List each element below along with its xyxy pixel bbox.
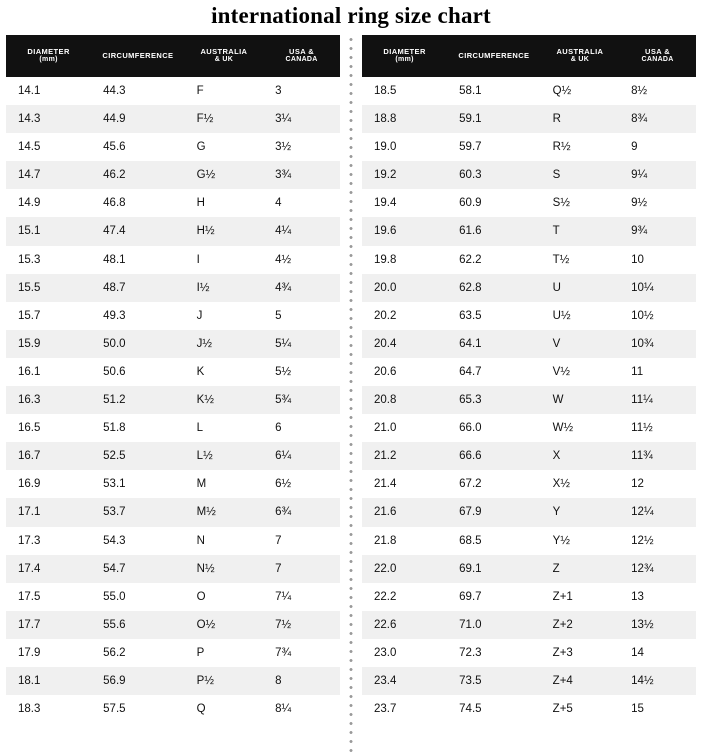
cell-australia-uk: M bbox=[185, 470, 263, 498]
header-row bbox=[362, 35, 696, 77]
cell-circumference: 62.8 bbox=[447, 274, 541, 302]
cell-diameter: 14.7 bbox=[6, 161, 91, 189]
cell-usa-canada: 6¼ bbox=[263, 442, 340, 470]
cell-usa-canada: 7½ bbox=[263, 611, 340, 639]
cell-diameter: 15.5 bbox=[6, 274, 91, 302]
cell-circumference: 62.2 bbox=[447, 246, 541, 274]
cell-diameter: 17.5 bbox=[6, 583, 91, 611]
cell-usa-canada: 12¾ bbox=[619, 555, 696, 583]
table-row bbox=[6, 639, 340, 667]
cell-diameter: 14.9 bbox=[6, 189, 91, 217]
table-row bbox=[6, 189, 340, 217]
table-row bbox=[6, 330, 340, 358]
cell-usa-canada: 10 bbox=[619, 246, 696, 274]
cell-usa-canada: 12½ bbox=[619, 527, 696, 555]
table-row bbox=[6, 217, 340, 245]
cell-diameter: 15.7 bbox=[6, 302, 91, 330]
table-row bbox=[6, 105, 340, 133]
table-row bbox=[6, 133, 340, 161]
left-size-table bbox=[6, 35, 340, 723]
cell-usa-canada: 12 bbox=[619, 470, 696, 498]
column-header-usa-canada bbox=[263, 35, 340, 77]
cell-australia-uk: G½ bbox=[185, 161, 263, 189]
column-header-australia-uk-line2: & UK bbox=[570, 56, 590, 64]
column-header-circumference-label: CIRCUMFERENCE bbox=[458, 51, 530, 61]
cell-circumference: 59.7 bbox=[447, 133, 541, 161]
table-row bbox=[6, 498, 340, 526]
cell-australia-uk: I½ bbox=[185, 274, 263, 302]
cell-circumference: 67.2 bbox=[447, 470, 541, 498]
column-header-australia-uk-line1: AUSTRALIA bbox=[556, 46, 604, 56]
table-row bbox=[362, 77, 696, 105]
cell-diameter: 20.4 bbox=[362, 330, 447, 358]
cell-australia-uk: X½ bbox=[541, 470, 619, 498]
cell-diameter: 20.8 bbox=[362, 386, 447, 414]
table-row bbox=[6, 302, 340, 330]
cell-usa-canada: 4¼ bbox=[263, 217, 340, 245]
cell-usa-canada: 5 bbox=[263, 302, 340, 330]
column-header-diameter bbox=[362, 35, 447, 77]
cell-diameter: 18.5 bbox=[362, 77, 447, 105]
cell-circumference: 53.7 bbox=[91, 498, 185, 526]
cell-diameter: 16.3 bbox=[6, 386, 91, 414]
cell-australia-uk: X bbox=[541, 442, 619, 470]
cell-australia-uk: G bbox=[185, 133, 263, 161]
cell-circumference: 68.5 bbox=[447, 527, 541, 555]
table-row bbox=[362, 583, 696, 611]
cell-usa-canada: 8¼ bbox=[263, 695, 340, 723]
cell-circumference: 61.6 bbox=[447, 217, 541, 245]
table-row bbox=[362, 695, 696, 723]
cell-diameter: 14.3 bbox=[6, 105, 91, 133]
left-table-body bbox=[6, 77, 340, 723]
cell-australia-uk: N bbox=[185, 527, 263, 555]
cell-australia-uk: Z+1 bbox=[541, 583, 619, 611]
cell-diameter: 18.1 bbox=[6, 667, 91, 695]
cell-australia-uk: J½ bbox=[185, 330, 263, 358]
cell-usa-canada: 5½ bbox=[263, 358, 340, 386]
column-header-circumference bbox=[447, 35, 541, 77]
table-row bbox=[362, 470, 696, 498]
cell-australia-uk: U½ bbox=[541, 302, 619, 330]
cell-diameter: 14.5 bbox=[6, 133, 91, 161]
cell-circumference: 47.4 bbox=[91, 217, 185, 245]
cell-circumference: 53.1 bbox=[91, 470, 185, 498]
cell-usa-canada: 10¾ bbox=[619, 330, 696, 358]
cell-diameter: 19.2 bbox=[362, 161, 447, 189]
table-row bbox=[6, 527, 340, 555]
table-row bbox=[362, 358, 696, 386]
cell-diameter: 22.6 bbox=[362, 611, 447, 639]
cell-circumference: 72.3 bbox=[447, 639, 541, 667]
cell-circumference: 55.0 bbox=[91, 583, 185, 611]
table-row bbox=[6, 583, 340, 611]
cell-diameter: 21.2 bbox=[362, 442, 447, 470]
cell-usa-canada: 11 bbox=[619, 358, 696, 386]
cell-australia-uk: F½ bbox=[185, 105, 263, 133]
cell-circumference: 44.3 bbox=[91, 77, 185, 105]
column-header-circumference-label: CIRCUMFERENCE bbox=[102, 51, 174, 61]
cell-australia-uk: L bbox=[185, 414, 263, 442]
page-title: international ring size chart bbox=[211, 3, 491, 28]
cell-circumference: 59.1 bbox=[447, 105, 541, 133]
table-row bbox=[362, 330, 696, 358]
cell-circumference: 46.2 bbox=[91, 161, 185, 189]
column-header-diameter-label: DIAMETER bbox=[27, 46, 70, 56]
table-row bbox=[362, 386, 696, 414]
cell-australia-uk: Z+3 bbox=[541, 639, 619, 667]
cell-circumference: 46.8 bbox=[91, 189, 185, 217]
left-table-header bbox=[6, 35, 340, 77]
cell-australia-uk: V½ bbox=[541, 358, 619, 386]
cell-usa-canada: 15 bbox=[619, 695, 696, 723]
column-header-circumference bbox=[91, 35, 185, 77]
cell-usa-canada: 7 bbox=[263, 527, 340, 555]
cell-diameter: 22.2 bbox=[362, 583, 447, 611]
cell-diameter: 15.1 bbox=[6, 217, 91, 245]
cell-australia-uk: U bbox=[541, 274, 619, 302]
cell-diameter: 21.6 bbox=[362, 498, 447, 526]
cell-diameter: 17.3 bbox=[6, 527, 91, 555]
cell-australia-uk: W½ bbox=[541, 414, 619, 442]
cell-diameter: 20.0 bbox=[362, 274, 447, 302]
cell-diameter: 16.5 bbox=[6, 414, 91, 442]
cell-circumference: 64.7 bbox=[447, 358, 541, 386]
cell-australia-uk: O½ bbox=[185, 611, 263, 639]
cell-australia-uk: Z+2 bbox=[541, 611, 619, 639]
cell-australia-uk: Q½ bbox=[541, 77, 619, 105]
cell-diameter: 17.9 bbox=[6, 639, 91, 667]
cell-australia-uk: R bbox=[541, 105, 619, 133]
cell-circumference: 74.5 bbox=[447, 695, 541, 723]
cell-usa-canada: 8 bbox=[263, 667, 340, 695]
cell-diameter: 20.2 bbox=[362, 302, 447, 330]
table-row bbox=[362, 527, 696, 555]
cell-circumference: 69.1 bbox=[447, 555, 541, 583]
table-row bbox=[6, 414, 340, 442]
column-header-usa-canada-line2: CANADA bbox=[285, 56, 318, 64]
cell-circumference: 66.0 bbox=[447, 414, 541, 442]
table-row bbox=[6, 274, 340, 302]
cell-australia-uk: V bbox=[541, 330, 619, 358]
ring-size-chart-page bbox=[0, 3, 702, 750]
table-row bbox=[362, 498, 696, 526]
cell-circumference: 48.7 bbox=[91, 274, 185, 302]
table-row bbox=[362, 611, 696, 639]
right-table-wrapper bbox=[362, 35, 696, 723]
table-row bbox=[362, 133, 696, 161]
cell-usa-canada: 10½ bbox=[619, 302, 696, 330]
table-row bbox=[362, 217, 696, 245]
table-row bbox=[6, 555, 340, 583]
cell-australia-uk: Y½ bbox=[541, 527, 619, 555]
cell-australia-uk: Y bbox=[541, 498, 619, 526]
cell-circumference: 48.1 bbox=[91, 246, 185, 274]
table-row bbox=[6, 442, 340, 470]
cell-australia-uk: Q bbox=[185, 695, 263, 723]
cell-usa-canada: 8¾ bbox=[619, 105, 696, 133]
table-row bbox=[362, 302, 696, 330]
table-row bbox=[362, 105, 696, 133]
cell-circumference: 45.6 bbox=[91, 133, 185, 161]
cell-circumference: 60.9 bbox=[447, 189, 541, 217]
column-header-diameter-unit: (mm) bbox=[395, 56, 414, 64]
cell-usa-canada: 9½ bbox=[619, 189, 696, 217]
cell-circumference: 49.3 bbox=[91, 302, 185, 330]
cell-diameter: 23.7 bbox=[362, 695, 447, 723]
cell-usa-canada: 10¼ bbox=[619, 274, 696, 302]
table-row bbox=[6, 161, 340, 189]
column-header-usa-canada bbox=[619, 35, 696, 77]
cell-diameter: 21.0 bbox=[362, 414, 447, 442]
cell-usa-canada: 9¾ bbox=[619, 217, 696, 245]
cell-diameter: 21.4 bbox=[362, 470, 447, 498]
cell-usa-canada: 7 bbox=[263, 555, 340, 583]
cell-diameter: 23.0 bbox=[362, 639, 447, 667]
cell-australia-uk: P½ bbox=[185, 667, 263, 695]
table-row bbox=[6, 611, 340, 639]
right-size-table bbox=[362, 35, 696, 723]
cell-circumference: 52.5 bbox=[91, 442, 185, 470]
column-header-diameter-unit: (mm) bbox=[39, 56, 58, 64]
cell-diameter: 17.7 bbox=[6, 611, 91, 639]
cell-diameter: 19.6 bbox=[362, 217, 447, 245]
table-row bbox=[6, 386, 340, 414]
cell-circumference: 63.5 bbox=[447, 302, 541, 330]
cell-diameter: 19.8 bbox=[362, 246, 447, 274]
cell-diameter: 19.0 bbox=[362, 133, 447, 161]
cell-usa-canada: 9¼ bbox=[619, 161, 696, 189]
cell-usa-canada: 4 bbox=[263, 189, 340, 217]
table-row bbox=[6, 77, 340, 105]
table-row bbox=[6, 667, 340, 695]
cell-usa-canada: 4¾ bbox=[263, 274, 340, 302]
cell-australia-uk: K bbox=[185, 358, 263, 386]
cell-circumference: 66.6 bbox=[447, 442, 541, 470]
cell-australia-uk: M½ bbox=[185, 498, 263, 526]
cell-usa-canada: 12¼ bbox=[619, 498, 696, 526]
cell-circumference: 54.3 bbox=[91, 527, 185, 555]
cell-diameter: 17.4 bbox=[6, 555, 91, 583]
table-row bbox=[6, 695, 340, 723]
vertical-dotted-divider bbox=[348, 35, 354, 755]
cell-usa-canada: 13½ bbox=[619, 611, 696, 639]
cell-usa-canada: 11½ bbox=[619, 414, 696, 442]
table-row bbox=[362, 189, 696, 217]
table-row bbox=[362, 442, 696, 470]
cell-usa-canada: 13 bbox=[619, 583, 696, 611]
cell-australia-uk: P bbox=[185, 639, 263, 667]
cell-circumference: 69.7 bbox=[447, 583, 541, 611]
cell-circumference: 51.2 bbox=[91, 386, 185, 414]
cell-australia-uk: N½ bbox=[185, 555, 263, 583]
cell-diameter: 15.3 bbox=[6, 246, 91, 274]
cell-usa-canada: 11¼ bbox=[619, 386, 696, 414]
cell-circumference: 57.5 bbox=[91, 695, 185, 723]
cell-australia-uk: Z+4 bbox=[541, 667, 619, 695]
column-header-diameter bbox=[6, 35, 91, 77]
cell-circumference: 44.9 bbox=[91, 105, 185, 133]
cell-diameter: 16.1 bbox=[6, 358, 91, 386]
cell-australia-uk: F bbox=[185, 77, 263, 105]
cell-diameter: 14.1 bbox=[6, 77, 91, 105]
column-header-australia-uk-line2: & UK bbox=[214, 56, 234, 64]
right-table-body bbox=[362, 77, 696, 723]
table-row bbox=[6, 246, 340, 274]
cell-diameter: 22.0 bbox=[362, 555, 447, 583]
cell-usa-canada: 3¾ bbox=[263, 161, 340, 189]
cell-usa-canada: 6¾ bbox=[263, 498, 340, 526]
cell-australia-uk: S½ bbox=[541, 189, 619, 217]
cell-diameter: 16.9 bbox=[6, 470, 91, 498]
cell-diameter: 17.1 bbox=[6, 498, 91, 526]
cell-australia-uk: T½ bbox=[541, 246, 619, 274]
cell-australia-uk: L½ bbox=[185, 442, 263, 470]
cell-circumference: 67.9 bbox=[447, 498, 541, 526]
cell-australia-uk: J bbox=[185, 302, 263, 330]
right-table-header bbox=[362, 35, 696, 77]
cell-diameter: 18.8 bbox=[362, 105, 447, 133]
cell-circumference: 58.1 bbox=[447, 77, 541, 105]
cell-diameter: 23.4 bbox=[362, 667, 447, 695]
cell-australia-uk: O bbox=[185, 583, 263, 611]
cell-circumference: 56.2 bbox=[91, 639, 185, 667]
cell-australia-uk: W bbox=[541, 386, 619, 414]
table-row bbox=[362, 161, 696, 189]
cell-circumference: 60.3 bbox=[447, 161, 541, 189]
cell-diameter: 19.4 bbox=[362, 189, 447, 217]
table-row bbox=[362, 246, 696, 274]
column-header-usa-canada-line1: USA & bbox=[289, 46, 315, 56]
cell-diameter: 16.7 bbox=[6, 442, 91, 470]
cell-usa-canada: 6 bbox=[263, 414, 340, 442]
cell-usa-canada: 3½ bbox=[263, 133, 340, 161]
cell-circumference: 71.0 bbox=[447, 611, 541, 639]
cell-circumference: 54.7 bbox=[91, 555, 185, 583]
header-row bbox=[6, 35, 340, 77]
column-header-australia-uk bbox=[185, 35, 263, 77]
cell-usa-canada: 7¾ bbox=[263, 639, 340, 667]
cell-circumference: 50.0 bbox=[91, 330, 185, 358]
table-row bbox=[362, 639, 696, 667]
cell-circumference: 64.1 bbox=[447, 330, 541, 358]
column-header-australia-uk bbox=[541, 35, 619, 77]
cell-usa-canada: 5¼ bbox=[263, 330, 340, 358]
table-row bbox=[6, 470, 340, 498]
left-table-wrapper bbox=[6, 35, 340, 723]
cell-australia-uk: Z+5 bbox=[541, 695, 619, 723]
cell-circumference: 55.6 bbox=[91, 611, 185, 639]
cell-australia-uk: H bbox=[185, 189, 263, 217]
cell-usa-canada: 6½ bbox=[263, 470, 340, 498]
cell-australia-uk: K½ bbox=[185, 386, 263, 414]
cell-usa-canada: 3 bbox=[263, 77, 340, 105]
table-row bbox=[362, 274, 696, 302]
cell-circumference: 50.6 bbox=[91, 358, 185, 386]
cell-australia-uk: R½ bbox=[541, 133, 619, 161]
table-row bbox=[6, 358, 340, 386]
cell-australia-uk: T bbox=[541, 217, 619, 245]
table-row bbox=[362, 414, 696, 442]
table-row bbox=[362, 555, 696, 583]
cell-usa-canada: 7¼ bbox=[263, 583, 340, 611]
cell-usa-canada: 3¼ bbox=[263, 105, 340, 133]
cell-usa-canada: 5¾ bbox=[263, 386, 340, 414]
cell-australia-uk: S bbox=[541, 161, 619, 189]
cell-circumference: 73.5 bbox=[447, 667, 541, 695]
cell-usa-canada: 9 bbox=[619, 133, 696, 161]
cell-circumference: 56.9 bbox=[91, 667, 185, 695]
table-row bbox=[362, 667, 696, 695]
cell-australia-uk: Z bbox=[541, 555, 619, 583]
cell-diameter: 20.6 bbox=[362, 358, 447, 386]
column-header-usa-canada-line1: USA & bbox=[645, 46, 671, 56]
cell-circumference: 51.8 bbox=[91, 414, 185, 442]
cell-diameter: 21.8 bbox=[362, 527, 447, 555]
cell-diameter: 18.3 bbox=[6, 695, 91, 723]
cell-usa-canada: 14 bbox=[619, 639, 696, 667]
cell-australia-uk: I bbox=[185, 246, 263, 274]
cell-usa-canada: 14½ bbox=[619, 667, 696, 695]
cell-usa-canada: 4½ bbox=[263, 246, 340, 274]
cell-usa-canada: 11¾ bbox=[619, 442, 696, 470]
column-header-diameter-label: DIAMETER bbox=[383, 46, 426, 56]
cell-circumference: 65.3 bbox=[447, 386, 541, 414]
tables-container bbox=[0, 35, 702, 755]
column-header-australia-uk-line1: AUSTRALIA bbox=[200, 46, 248, 56]
cell-usa-canada: 8½ bbox=[619, 77, 696, 105]
column-header-usa-canada-line2: CANADA bbox=[641, 56, 674, 64]
cell-diameter: 15.9 bbox=[6, 330, 91, 358]
cell-australia-uk: H½ bbox=[185, 217, 263, 245]
